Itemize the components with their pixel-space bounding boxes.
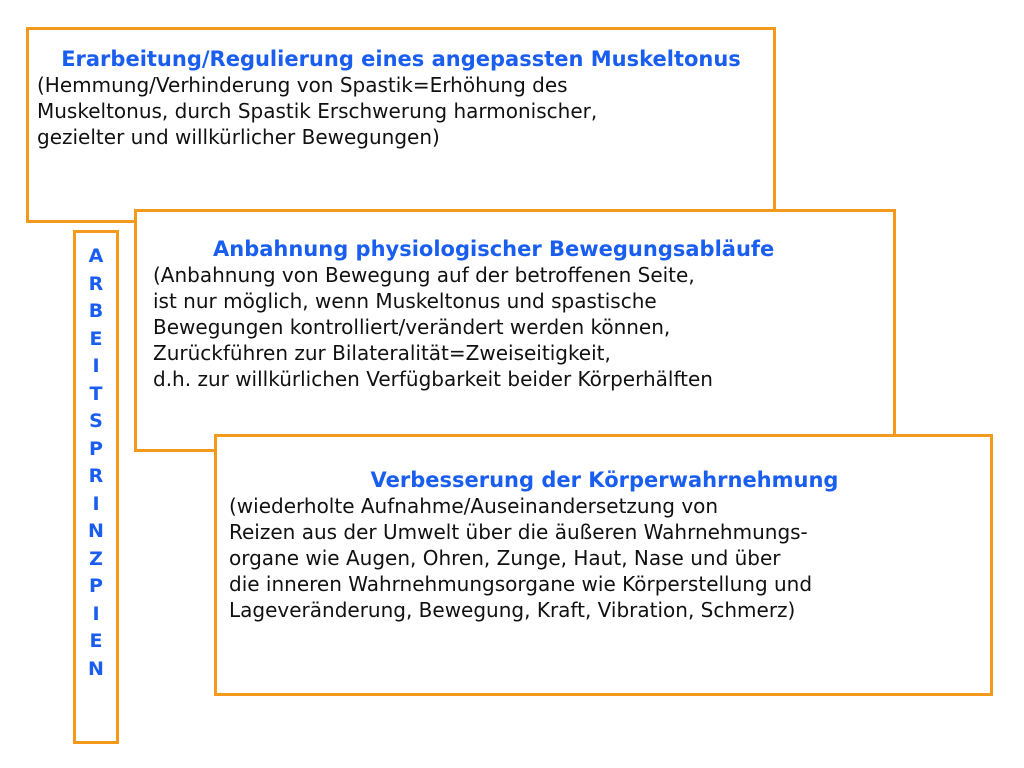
muskeltonus-description: (Hemmung/Verhinderung von Spastik=Erhöhung des Muskeltonus, durch Spastik Erschwerung harmonischer, gezielter und willkürlicher Bewegungen) (37, 73, 598, 149)
sidebar-letter: S (89, 410, 103, 432)
arbeitsprinzipien-vertical-label (73, 230, 119, 744)
sidebar-letter: E (89, 327, 103, 350)
sidebar-letter: N (88, 520, 104, 542)
muskeltonus-box (26, 27, 776, 223)
sidebar-letter: P (89, 575, 103, 597)
bewegungsablaeufe-description: (Anbahnung von Bewegung auf der betroffenen Seite, ist nur möglich, wenn Muskeltonus und spastische Bewegungen kontrolliert/verändert werden können, Zurückführen zur Bilateralität=Zweiseitigkeit, d.h. zur willkürlichen Verfügbarkeit beider Körperhälften (153, 263, 713, 391)
sidebar-letter: Z (89, 547, 103, 570)
sidebar-letter: B (88, 300, 104, 322)
bewegungsablaeufe-box (134, 209, 896, 452)
sidebar-letter: R (88, 465, 104, 487)
sidebar-letter: A (88, 245, 104, 267)
koerperwahrnehmung-box (214, 434, 993, 696)
sidebar-letter: N (88, 657, 104, 680)
sidebar-letter: P (89, 437, 103, 460)
koerperwahrnehmung-title: Verbesserung der Körperwahrnehmung (370, 468, 839, 492)
sidebar-letter: T (89, 382, 103, 405)
muskeltonus-title: Erarbeitung/Regulierung eines angepassten Muskeltonus (61, 47, 741, 71)
sidebar-letter: E (89, 630, 103, 652)
sidebar-letter: I (92, 602, 100, 625)
koerperwahrnehmung-description: (wiederholte Aufnahme/Auseinandersetzung von Reizen aus der Umwelt über die äußeren Wahrnehmungs- organe wie Augen, Ohren, Zunge, Haut, Nase und über die inneren Wahrnehmungsorgane wie Körperstellung und Lageveränderung, Bewegung, Kraft, Vibration, Schmerz) (229, 494, 813, 622)
bewegungsablaeufe-title: Anbahnung physiologischer Bewegungsabläufe (213, 237, 775, 261)
sidebar-letter: R (88, 272, 104, 295)
sidebar-letter: I (92, 355, 100, 377)
sidebar-letter: I (92, 492, 100, 515)
